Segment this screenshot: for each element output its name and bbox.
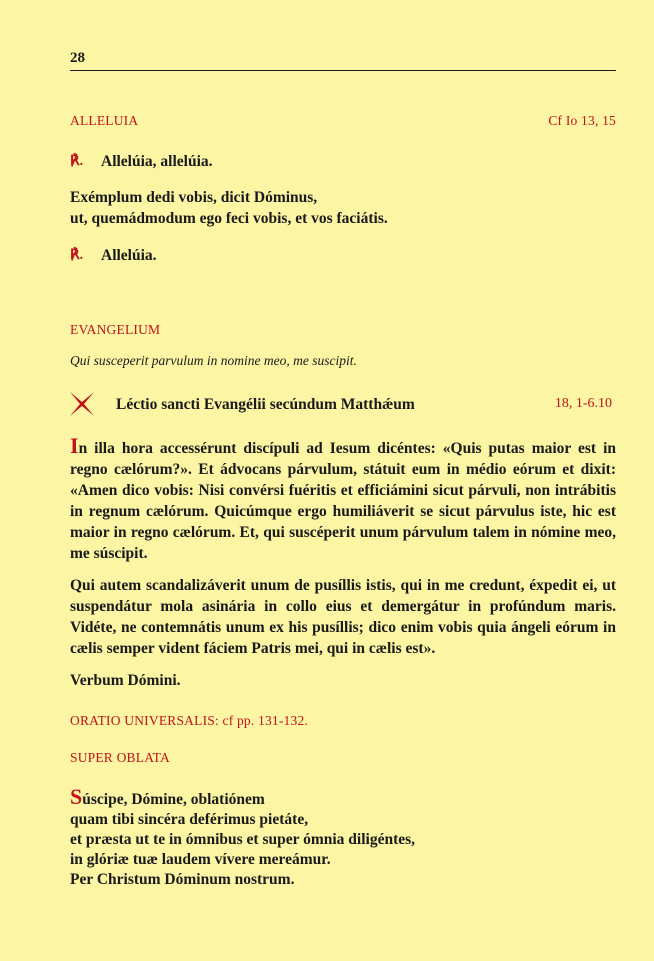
- reading-reference: 18, 1-6.10: [554, 396, 612, 411]
- page-number: 28: [70, 50, 85, 66]
- prayer-line: Per Christum Dóminum nostrum.: [70, 871, 295, 888]
- prayer-line: et præsta ut te in ómnibus et super ómnia diligéntes,: [70, 831, 416, 848]
- super-oblata-text: [70, 784, 616, 890]
- alleluia-verse: [70, 187, 616, 229]
- reading-heading: [70, 392, 616, 416]
- response-symbol: ℟.: [70, 248, 84, 263]
- gospel-paragraph-2: Qui autem scandalizáverit unum de pusíllis istis, qui in me credunt, éxpedit ei, ut suspendátur mola asinária in collo eius et demergátur in profúndum maris. Vidéte, ne contemnátis unum ex his pusíllis; dico enim vobis quia ángeli eórum in cælis semper vident fáciem Patris mei, qui in cælis est».: [70, 577, 616, 657]
- evangelium-label: EVANGELIUM: [70, 322, 161, 337]
- drop-cap: S: [70, 784, 83, 809]
- alleluia-label: ALLELUIA: [70, 113, 139, 128]
- header-rule: [70, 70, 616, 71]
- gospel-closing: Verbum Dómini.: [70, 672, 181, 689]
- verse-line: Exémplum dedi vobis, dicit Dóminus,: [70, 189, 318, 206]
- reading-title: Léctio sancti Evangélii secúndum Matthǽum: [116, 395, 415, 413]
- prayer-line: in glóriæ tuæ laudem vívere mereámur.: [70, 851, 331, 868]
- maltese-cross-icon: [70, 392, 94, 416]
- response-text: Allelúia, allelúia.: [101, 153, 213, 170]
- response-text: Allelúia.: [101, 247, 157, 264]
- prayer-line: Súscipe, Dómine, oblatiónem: [70, 784, 265, 809]
- page-header: [70, 50, 616, 71]
- gospel-paragraph-1: In illa hora accessérunt discípuli ad Iesum dicéntes: «Quis putas maior est in regno cælórum?». Et ádvocans párvulum, státuit eum in médio eórum et dixit: «Amen dico vobis: Nisi convérsi fuéritis et efficiámini sicut párvuli, non intrábitis in regnum cælórum. Quicúmque ergo humiliáverit se sicut párvulus iste, hic est maior in regno cælórum. Et, qui suscéperit unum párvulum talem in nómine meo, me súscipit.: [70, 433, 616, 562]
- alleluia-response-1: [70, 151, 616, 172]
- super-oblata-label: SUPER OBLATA: [70, 750, 170, 765]
- gospel-text: [70, 433, 616, 691]
- prayer-line: quam tibi sincéra deférimus pietáte,: [70, 811, 309, 828]
- alleluia-reference: Cf Io 13, 15: [548, 113, 616, 128]
- missal-page: [70, 0, 616, 961]
- verse-line: ut, quemádmodum ego feci vobis, et vos faciátis.: [70, 210, 388, 227]
- alleluia-heading: [70, 113, 616, 129]
- response-symbol: ℟.: [70, 154, 84, 169]
- evangelium-intro: Qui susceperit parvulum in nomine meo, me suscipit.: [70, 353, 357, 368]
- alleluia-response-2: [70, 245, 616, 266]
- drop-cap: I: [70, 433, 79, 458]
- oratio-label: ORATIO UNIVERSALIS: cf pp. 131-132.: [70, 713, 308, 728]
